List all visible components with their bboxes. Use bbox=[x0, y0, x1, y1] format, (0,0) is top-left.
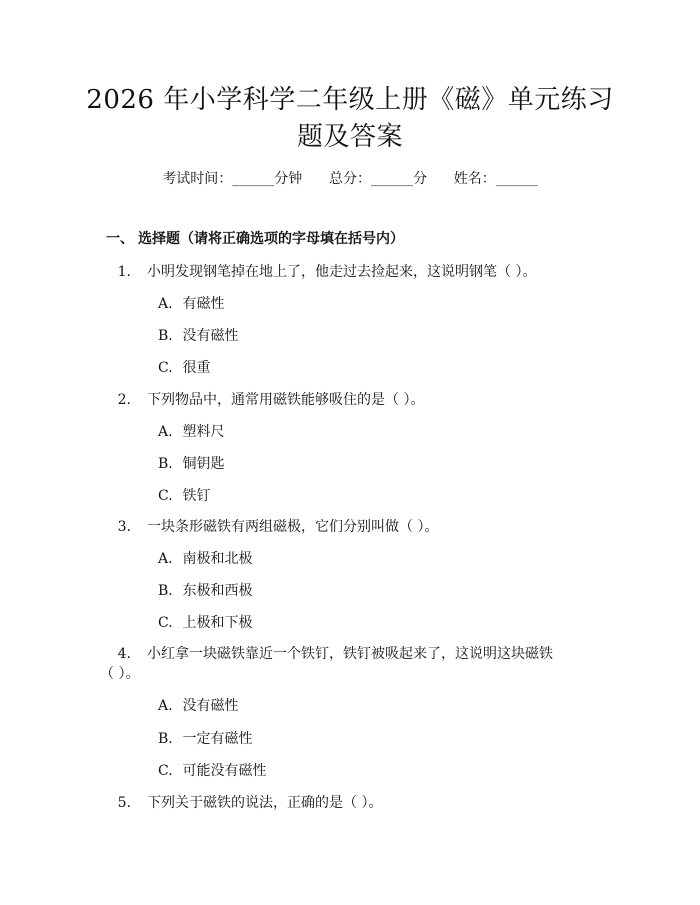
question-number: 5. bbox=[117, 795, 131, 811]
option-letter: B. bbox=[158, 456, 173, 472]
question-text: 下列关于磁铁的说法，正确的是（ ）。 bbox=[147, 795, 383, 811]
question-text-continuation: （ ）。 bbox=[100, 666, 140, 682]
option-text: 有磁性 bbox=[182, 296, 225, 312]
option-letter: C. bbox=[158, 615, 173, 631]
option-text: 可能没有磁性 bbox=[182, 763, 267, 779]
option-letter: B. bbox=[158, 583, 173, 599]
question-text: 一块条形磁铁有两组磁极，它们分别叫做（ ）。 bbox=[147, 519, 439, 535]
option-letter: A. bbox=[158, 424, 173, 440]
option-3a bbox=[158, 549, 252, 569]
option-3c bbox=[158, 613, 252, 633]
option-1b bbox=[158, 326, 238, 346]
option-text: 塑料尺 bbox=[182, 424, 225, 440]
question-text: 小明发现钢笔掉在地上了，他走过去捡起来，这说明钢笔（ ）。 bbox=[147, 264, 537, 280]
option-text: 没有磁性 bbox=[182, 698, 239, 714]
section-heading bbox=[106, 229, 404, 249]
option-letter: B. bbox=[158, 731, 173, 747]
option-text: 铁钉 bbox=[182, 488, 211, 504]
option-text: 没有磁性 bbox=[182, 328, 239, 344]
option-4a bbox=[158, 696, 238, 716]
question-number: 4. bbox=[117, 646, 131, 662]
option-letter: C. bbox=[158, 763, 173, 779]
question-4 bbox=[107, 644, 567, 664]
exam-info-line: 考试时间：______分钟 总分：______分 姓名：______ bbox=[162, 171, 538, 187]
option-letter: B. bbox=[158, 328, 173, 344]
option-2c bbox=[158, 486, 210, 506]
question-5 bbox=[107, 793, 567, 813]
option-text: 很重 bbox=[182, 360, 211, 376]
option-text: 南极和北极 bbox=[182, 551, 253, 567]
option-4c bbox=[158, 761, 266, 781]
option-letter: C. bbox=[158, 488, 173, 504]
question-number: 1. bbox=[117, 264, 131, 280]
option-letter: A. bbox=[158, 551, 173, 567]
option-letter: A. bbox=[158, 698, 173, 714]
option-text: 上极和下极 bbox=[182, 615, 253, 631]
document-title-line-1: 2026 年小学科学二年级上册《磁》单元练习 bbox=[86, 85, 614, 115]
option-text: 东极和西极 bbox=[182, 583, 253, 599]
option-1c bbox=[158, 358, 210, 378]
option-letter: C. bbox=[158, 360, 173, 376]
option-3b bbox=[158, 581, 252, 601]
document-title-line-2: 题及答案 bbox=[296, 122, 403, 152]
question-number: 2. bbox=[117, 392, 131, 408]
question-number: 3. bbox=[117, 519, 131, 535]
section-label: 选择题（请将正确选项的字母填在括号内） bbox=[138, 231, 404, 247]
option-letter: A. bbox=[158, 296, 173, 312]
option-text: 铜钥匙 bbox=[182, 456, 225, 472]
option-4b bbox=[158, 729, 252, 749]
question-text: 下列物品中，通常用磁铁能够吸住的是（ ）。 bbox=[147, 392, 425, 408]
section-number: 一、 bbox=[106, 231, 134, 247]
option-2b bbox=[158, 454, 224, 474]
question-1 bbox=[107, 262, 567, 282]
question-text: 小红拿一块磁铁靠近一个铁钉，铁钉被吸起来了，这说明这块磁铁 bbox=[147, 646, 553, 662]
question-3 bbox=[107, 517, 567, 537]
option-1a bbox=[158, 294, 224, 314]
option-2a bbox=[158, 422, 224, 442]
question-2 bbox=[107, 390, 567, 410]
question-4-continuation bbox=[100, 664, 560, 684]
option-text: 一定有磁性 bbox=[182, 731, 253, 747]
